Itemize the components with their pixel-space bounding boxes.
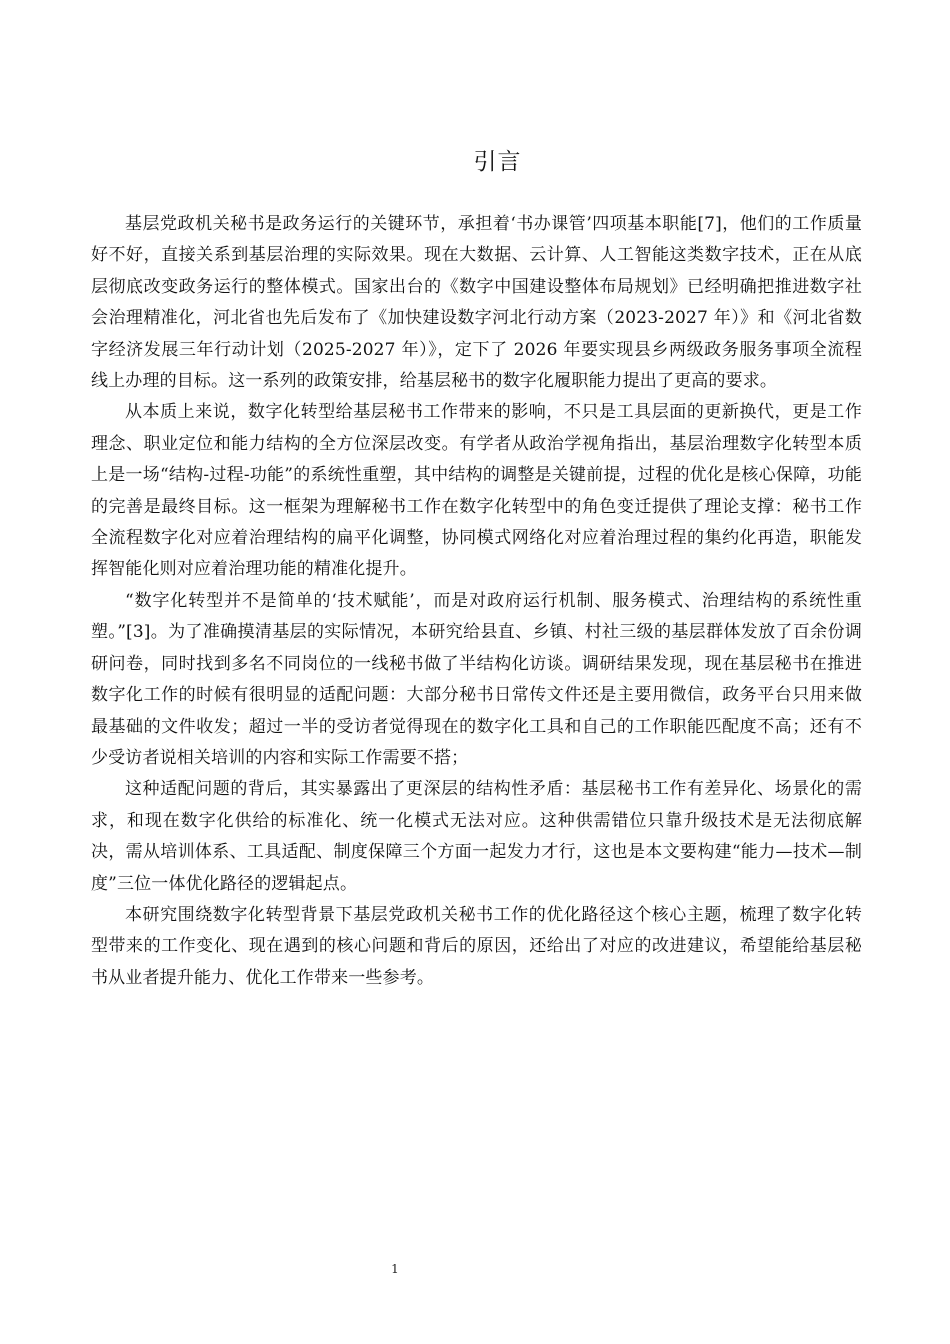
paragraph-4: 这种适配问题的背后，其实暴露出了更深层的结构性矛盾：基层秘书工作有差异化、场景化的需求，和现在数字化供给的标准化、统一化模式无法对应。这种供需错位只靠升级技术是无法彻底解决，需从培训体系、工具适配、制度保障三个方面一起发力才行，这也是本文要构建“能力—技术—制度”三位一体优化路径的逻辑起点。	[91, 779, 862, 894]
page-number: 1	[391, 1262, 399, 1276]
paragraph-1: 基层党政机关秘书是政务运行的关键环节，承担着‘书办课管’四项基本职能[7]，他们的工作质量好不好，直接关系到基层治理的实际效果。现在大数据、云计算、人工智能这类数字技术，正在从底层彻底改变政务运行的整体模式。国家出台的《数字中国建设整体布局规划》已经明确把推进数字社会治理精准化，河北省也先后发布了《加快建设数字河北行动方案（2023-2027 年）》和《河北省数字经济发展三年行动计划（2025-2027 年）》，定下了 2026 年要实现县乡两级政务服务事项全流程线上办理的目标。这一系列的政策安排，给基层秘书的数字化履职能力提出了更高的要求。	[91, 214, 862, 392]
paragraph-2: 从本质上来说，数字化转型给基层秘书工作带来的影响，不只是工具层面的更新换代，更是工作理念、职业定位和能力结构的全方位深层改变。有学者从政治学视角指出，基层治理数字化转型本质上是一场“结构-过程-功能”的系统性重塑，其中结构的调整是关键前提，过程的优化是核心保障，功能的完善是最终目标。这一框架为理解秘书工作在数字化转型中的角色变迁提供了理论支撑：秘书工作全流程数字化对应着治理结构的扁平化调整，协同模式网络化对应着治理过程的集约化再造，职能发挥智能化则对应着治理功能的精准化提升。	[91, 402, 862, 580]
paragraph-5: 本研究围绕数字化转型背景下基层党政机关秘书工作的优化路径这个核心主题，梳理了数字化转型带来的工作变化、现在遇到的核心问题和背后的原因，还给出了对应的改进建议，希望能给基层秘书从业者提升能力、优化工作带来一些参考。	[91, 904, 862, 988]
page-title: 引言	[473, 149, 522, 175]
paragraph-3: “数字化转型并不是简单的‘技术赋能’，而是对政府运行机制、服务模式、治理结构的系统性重塑。”[3]。为了准确摸清基层的实际情况，本研究给县直、乡镇、村社三级的基层群体发放了百余份调研问卷，同时找到多名不同岗位的一线秘书做了半结构化访谈。调研结果发现，现在基层秘书在推进数字化工作的时候有很明显的适配问题：大部分秘书日常传文件还是主要用微信，政务平台只用来做最基础的文件收发；超过一半的受访者觉得现在的数字化工具和自己的工作职能匹配度不高；还有不少受访者说相关培训的内容和实际工作需要不搭；	[91, 590, 862, 768]
document-body	[91, 209, 862, 994]
